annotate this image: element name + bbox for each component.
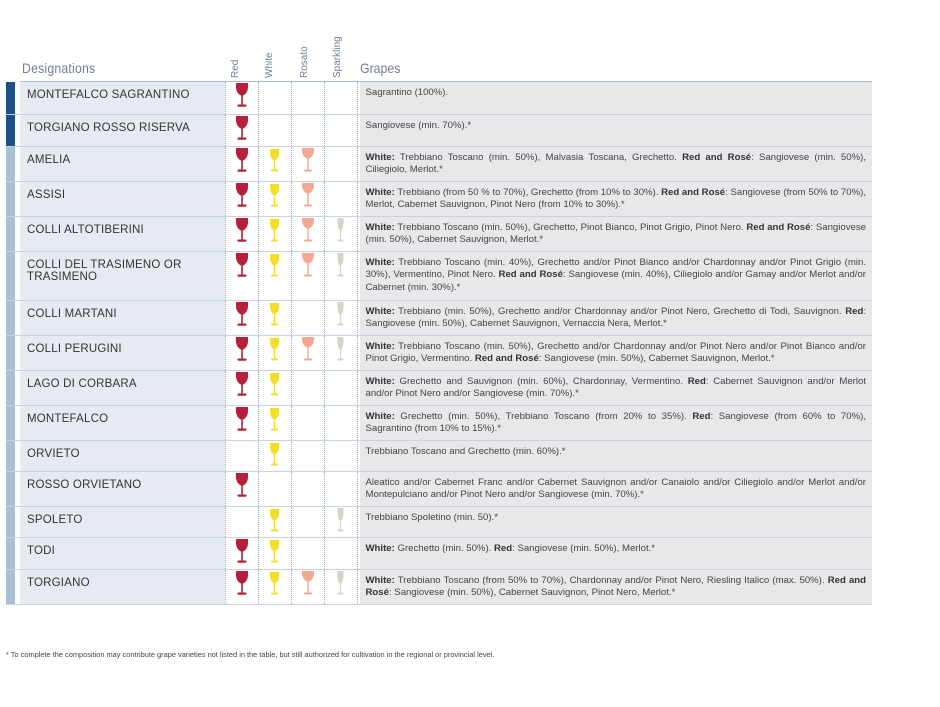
white-cell xyxy=(258,146,291,181)
rose-wine-glass-icon xyxy=(301,252,315,278)
white-wine-glass-icon xyxy=(269,570,280,596)
sparkling-wine-glass-icon xyxy=(336,217,345,243)
sparkling-wine-glass-icon xyxy=(336,336,345,362)
rose-cell xyxy=(291,506,324,537)
grapes-cell xyxy=(360,335,873,370)
rose-wine-glass-icon xyxy=(301,217,315,243)
red-cell xyxy=(225,82,258,114)
red-cell xyxy=(225,537,258,569)
grapes-text: : Sangiovese (min. 50%), Cabernet Sauvignon, Pinot Nero, Merlot.* xyxy=(388,587,676,598)
rose-wine-glass-icon xyxy=(301,147,315,173)
sparkling-cell xyxy=(324,146,357,181)
white-column-header: White xyxy=(264,52,275,78)
rose-cell xyxy=(291,537,324,569)
grapes-text: Trebbiano Toscano and Grechetto (min. 60%).* xyxy=(365,445,566,457)
grapes-cell xyxy=(360,569,873,604)
table-row xyxy=(6,440,872,471)
grapes-text: : Sangiovese (from 60% to 70%), Sagrantino (from 10% to 15%).* xyxy=(365,410,866,434)
rose-wine-glass-icon xyxy=(301,336,315,362)
white-cell xyxy=(258,405,291,440)
designation-name: ROSSO ORVIETANO xyxy=(20,471,225,506)
doc-marker-bar xyxy=(6,146,15,181)
grapes-bold-label: Red and Rosé xyxy=(474,353,539,364)
grapes-bold-label: White: xyxy=(365,256,395,268)
grapes-text: Trebbiano Spoletino (min. 50).* xyxy=(365,511,498,523)
red-cell xyxy=(225,569,258,604)
white-wine-glass-icon xyxy=(269,336,280,362)
table-row xyxy=(6,405,872,440)
white-wine-glass-icon xyxy=(269,371,280,397)
grapes-text: : Sangiovese (min. 50%), Cabernet Sauvignon, Merlot.* xyxy=(365,221,866,245)
doc-marker-bar xyxy=(6,251,15,300)
rose-cell xyxy=(291,370,324,405)
red-cell xyxy=(225,181,258,216)
grapes-cell xyxy=(360,216,873,251)
red-wine-glass-icon xyxy=(235,472,249,498)
grapes-text: Grechetto (min. 50%). xyxy=(394,542,494,554)
table-row xyxy=(6,146,872,181)
red-column-header: Red xyxy=(230,59,241,78)
grapes-text: : Cabernet Sauvignon and/or Merlot and/or Pinot Nero and/or Sangiovese (min. 70%).* xyxy=(365,375,866,399)
grapes-cell xyxy=(360,405,873,440)
sparkling-wine-glass-icon xyxy=(336,301,345,327)
red-cell xyxy=(225,335,258,370)
grapes-cell xyxy=(360,440,873,471)
sparkling-wine-glass-icon xyxy=(336,252,345,278)
red-cell xyxy=(225,251,258,300)
grapes-text: Sagrantino (100%). xyxy=(365,87,449,98)
sparkling-cell xyxy=(324,370,357,405)
grapes-bold-label: Red and Rosé xyxy=(365,574,866,598)
table-row xyxy=(6,335,872,370)
grapes-text: Trebbiano Toscano (min. 50%), Grechetto, Pinot Bianco, Pinot Grigio, Pinot Nero. xyxy=(394,221,747,233)
doc-marker-bar xyxy=(6,537,15,569)
rose-wine-glass-icon xyxy=(301,182,315,208)
sparkling-cell xyxy=(324,471,357,506)
sparkling-cell xyxy=(324,82,357,114)
grapes-text: Sangiovese (min. 70%).* xyxy=(365,119,472,131)
grapes-bold-label: Red and Rosé xyxy=(746,221,811,233)
rose-cell xyxy=(291,440,324,471)
designation-name: TODI xyxy=(20,537,225,569)
red-cell xyxy=(225,114,258,146)
designations-table xyxy=(6,82,872,605)
docg-marker-bar xyxy=(6,114,15,146)
table-row xyxy=(6,300,872,335)
rose-cell xyxy=(291,251,324,300)
designation-name: TORGIANO xyxy=(20,569,225,604)
sparkling-cell xyxy=(324,405,357,440)
sparkling-wine-glass-icon xyxy=(336,507,345,533)
table-row xyxy=(6,82,872,114)
grapes-text: : Sangiovese (min. 50%), Ciliegiolo, Merlot.* xyxy=(365,151,866,175)
white-cell xyxy=(258,537,291,569)
rose-cell xyxy=(291,82,324,114)
rose-cell xyxy=(291,300,324,335)
rose-cell xyxy=(291,405,324,440)
rose-cell xyxy=(291,181,324,216)
white-wine-glass-icon xyxy=(269,441,280,467)
red-wine-glass-icon xyxy=(235,217,249,243)
white-cell xyxy=(258,335,291,370)
white-cell xyxy=(258,569,291,604)
white-cell xyxy=(258,471,291,506)
rose-wine-glass-icon xyxy=(301,570,315,596)
grapes-cell xyxy=(360,114,873,146)
doc-marker-bar xyxy=(6,300,15,335)
white-wine-glass-icon xyxy=(269,406,280,432)
designation-name: COLLI DEL TRASIMENO OR TRASIMENO xyxy=(20,251,225,300)
grapes-cell xyxy=(360,82,873,114)
designation-name: TORGIANO ROSSO RISERVA xyxy=(20,114,225,146)
table-row xyxy=(6,181,872,216)
rose-cell xyxy=(291,114,324,146)
designation-name: ORVIETO xyxy=(20,440,225,471)
grapes-text: Grechetto and Sauvignon (min. 60%), Chardonnay, Vermentino. xyxy=(394,375,688,387)
grapes-text: Trebbiano Toscano (min. 40%), Grechetto and/or Pinot Bianco and/or Chardonnay and/or Pinot Grigio (min. 30%), Vermentino, Pinot Nero. xyxy=(365,256,866,280)
sparkling-cell xyxy=(324,216,357,251)
white-cell xyxy=(258,216,291,251)
doc-marker-bar xyxy=(6,405,15,440)
designation-name: MONTEFALCO SAGRANTINO xyxy=(20,82,225,114)
doc-marker-bar xyxy=(6,471,15,506)
rose-cell xyxy=(291,146,324,181)
white-wine-glass-icon xyxy=(269,182,280,208)
grapes-header: Grapes xyxy=(360,60,401,76)
white-cell xyxy=(258,506,291,537)
doc-marker-bar xyxy=(6,216,15,251)
grapes-bold-label: White: xyxy=(365,375,395,387)
white-wine-glass-icon xyxy=(269,252,280,278)
grapes-text: : Sangiovese (min. 50%), Merlot.* xyxy=(512,542,656,554)
doc-marker-bar xyxy=(6,370,15,405)
docg-marker-bar xyxy=(6,82,15,114)
grapes-bold-label: Red xyxy=(692,410,711,422)
red-wine-glass-icon xyxy=(235,252,249,278)
grapes-cell xyxy=(360,181,873,216)
sparkling-cell xyxy=(324,251,357,300)
table-row xyxy=(6,216,872,251)
grapes-text: : Sangiovese (min. 50%), Cabernet Sauvignon, Vernaccia Nera, Merlot.* xyxy=(365,305,866,329)
grapes-bold-label: Red xyxy=(687,375,706,387)
designation-name: SPOLETO xyxy=(20,506,225,537)
red-wine-glass-icon xyxy=(235,336,249,362)
white-cell xyxy=(258,300,291,335)
grapes-bold-label: White: xyxy=(365,410,395,422)
designation-name: MONTEFALCO xyxy=(20,405,225,440)
white-wine-glass-icon xyxy=(269,538,280,564)
grapes-bold-label: White: xyxy=(365,542,395,554)
table-row xyxy=(6,251,872,300)
designation-name: COLLI MARTANI xyxy=(20,300,225,335)
grapes-cell xyxy=(360,251,873,300)
table-row xyxy=(6,506,872,537)
grapes-text: Trebbiano Toscano (min. 50%), Malvasia Toscana, Grechetto. xyxy=(394,151,683,163)
grapes-text: Trebbiano (min. 50%), Grechetto and/or Chardonnay and/or Pinot Nero, Grechetto di Todi, Sauvignon. xyxy=(394,305,846,317)
doc-marker-bar xyxy=(6,440,15,471)
designation-name: ASSISI xyxy=(20,181,225,216)
red-cell xyxy=(225,405,258,440)
grapes-bold-label: Red xyxy=(845,305,864,317)
designation-name: LAGO DI CORBARA xyxy=(20,370,225,405)
white-cell xyxy=(258,440,291,471)
grapes-text: Trebbiano Toscano (min. 50%), Grechetto and/or Chardonnay and/or Pinot Nero and/or Pinot Bianco and/or Pinot Grigio, Vermentino. xyxy=(365,340,866,364)
sparkling-cell xyxy=(324,335,357,370)
grapes-text: Trebbiano Toscano (from 50% to 70%), Chardonnay and/or Pinot Nero, Riesling Italico (max. 50%). xyxy=(394,574,828,586)
red-wine-glass-icon xyxy=(235,301,249,327)
red-cell xyxy=(225,216,258,251)
red-cell xyxy=(225,300,258,335)
grapes-cell xyxy=(360,146,873,181)
sparkling-cell xyxy=(324,181,357,216)
grapes-text: : Sangiovese (from 50% to 70%), Merlot, Cabernet Sauvignon, Pinot Nero (from 10% to 30%).* xyxy=(365,186,866,210)
red-wine-glass-icon xyxy=(235,82,249,108)
sparkling-cell xyxy=(324,300,357,335)
sparkling-cell xyxy=(324,440,357,471)
white-cell xyxy=(258,82,291,114)
designation-name: COLLI PERUGINI xyxy=(20,335,225,370)
table-row xyxy=(6,537,872,569)
white-cell xyxy=(258,114,291,146)
white-wine-glass-icon xyxy=(269,301,280,327)
table-row xyxy=(6,471,872,506)
white-cell xyxy=(258,370,291,405)
red-wine-glass-icon xyxy=(235,115,249,141)
white-wine-glass-icon xyxy=(269,147,280,173)
grapes-bold-label: White: xyxy=(365,574,395,586)
doc-marker-bar xyxy=(6,506,15,537)
red-wine-glass-icon xyxy=(235,371,249,397)
rose-cell xyxy=(291,335,324,370)
designation-name: COLLI ALTOTIBERINI xyxy=(20,216,225,251)
rose-cell xyxy=(291,471,324,506)
grapes-cell xyxy=(360,300,873,335)
rosato-column-header: Rosato xyxy=(299,46,310,78)
designation-name: AMELIA xyxy=(20,146,225,181)
grapes-cell xyxy=(360,370,873,405)
grapes-bold-label: White: xyxy=(365,340,395,352)
grapes-text: : Sangiovese (min. 40%), Ciliegiolo and/or Gamay and/or Merlot and/or Cabernet (min. 30%).* xyxy=(365,269,866,293)
red-cell xyxy=(225,146,258,181)
doc-marker-bar xyxy=(6,335,15,370)
grapes-text: Trebbiano (from 50 % to 70%), Grechetto (from 10% to 30%). xyxy=(394,186,662,198)
white-wine-glass-icon xyxy=(269,217,280,243)
rose-cell xyxy=(291,216,324,251)
red-wine-glass-icon xyxy=(235,406,249,432)
grapes-bold-label: White: xyxy=(365,151,395,163)
sparkling-cell xyxy=(324,569,357,604)
grapes-bold-label: White: xyxy=(365,186,395,198)
grapes-bold-label: Red and Rosé xyxy=(661,186,726,198)
sparkling-cell xyxy=(324,114,357,146)
red-wine-glass-icon xyxy=(235,570,249,596)
doc-marker-bar xyxy=(6,181,15,216)
table-row xyxy=(6,114,872,146)
sparkling-cell xyxy=(324,537,357,569)
grapes-bold-label: Red and Rosé xyxy=(498,269,563,280)
red-cell xyxy=(225,440,258,471)
rose-cell xyxy=(291,569,324,604)
red-cell xyxy=(225,471,258,506)
red-cell xyxy=(225,506,258,537)
table-row xyxy=(6,569,872,604)
grapes-text: : Sangiovese (min. 50%), Cabernet Sauvignon, Merlot.* xyxy=(538,353,775,364)
grapes-cell xyxy=(360,506,873,537)
grapes-bold-label: Red and Rosé xyxy=(682,151,752,163)
grapes-text: Aleatico and/or Cabernet Franc and/or Cabernet Sauvignon and/or Canaiolo and/or Ciliegiolo and/or Merlot and/or Montepulciano and/or Pinot Nero and/or Sangiovese (min. 70%).* xyxy=(365,476,866,500)
footnote: * To complete the composition may contribute grape varieties not listed in the table, but still authorized for cultivation in the regional or provincial level. xyxy=(6,650,495,659)
grapes-text: Grechetto (min. 50%), Trebbiano Toscano (from 20% to 35%). xyxy=(394,410,693,422)
red-wine-glass-icon xyxy=(235,538,249,564)
grapes-cell xyxy=(360,471,873,506)
white-cell xyxy=(258,181,291,216)
sparkling-wine-glass-icon xyxy=(336,570,345,596)
designations-header: Designations xyxy=(22,60,96,76)
red-wine-glass-icon xyxy=(235,147,249,173)
white-wine-glass-icon xyxy=(269,507,280,533)
grapes-bold-label: White: xyxy=(365,305,395,317)
white-cell xyxy=(258,251,291,300)
table-row xyxy=(6,370,872,405)
red-cell xyxy=(225,370,258,405)
doc-marker-bar xyxy=(6,569,15,604)
red-wine-glass-icon xyxy=(235,182,249,208)
sparkling-column-header: Sparkling xyxy=(332,36,343,78)
grapes-cell xyxy=(360,537,873,569)
sparkling-cell xyxy=(324,506,357,537)
grapes-bold-label: Red xyxy=(493,542,513,554)
grapes-bold-label: White: xyxy=(365,221,395,233)
